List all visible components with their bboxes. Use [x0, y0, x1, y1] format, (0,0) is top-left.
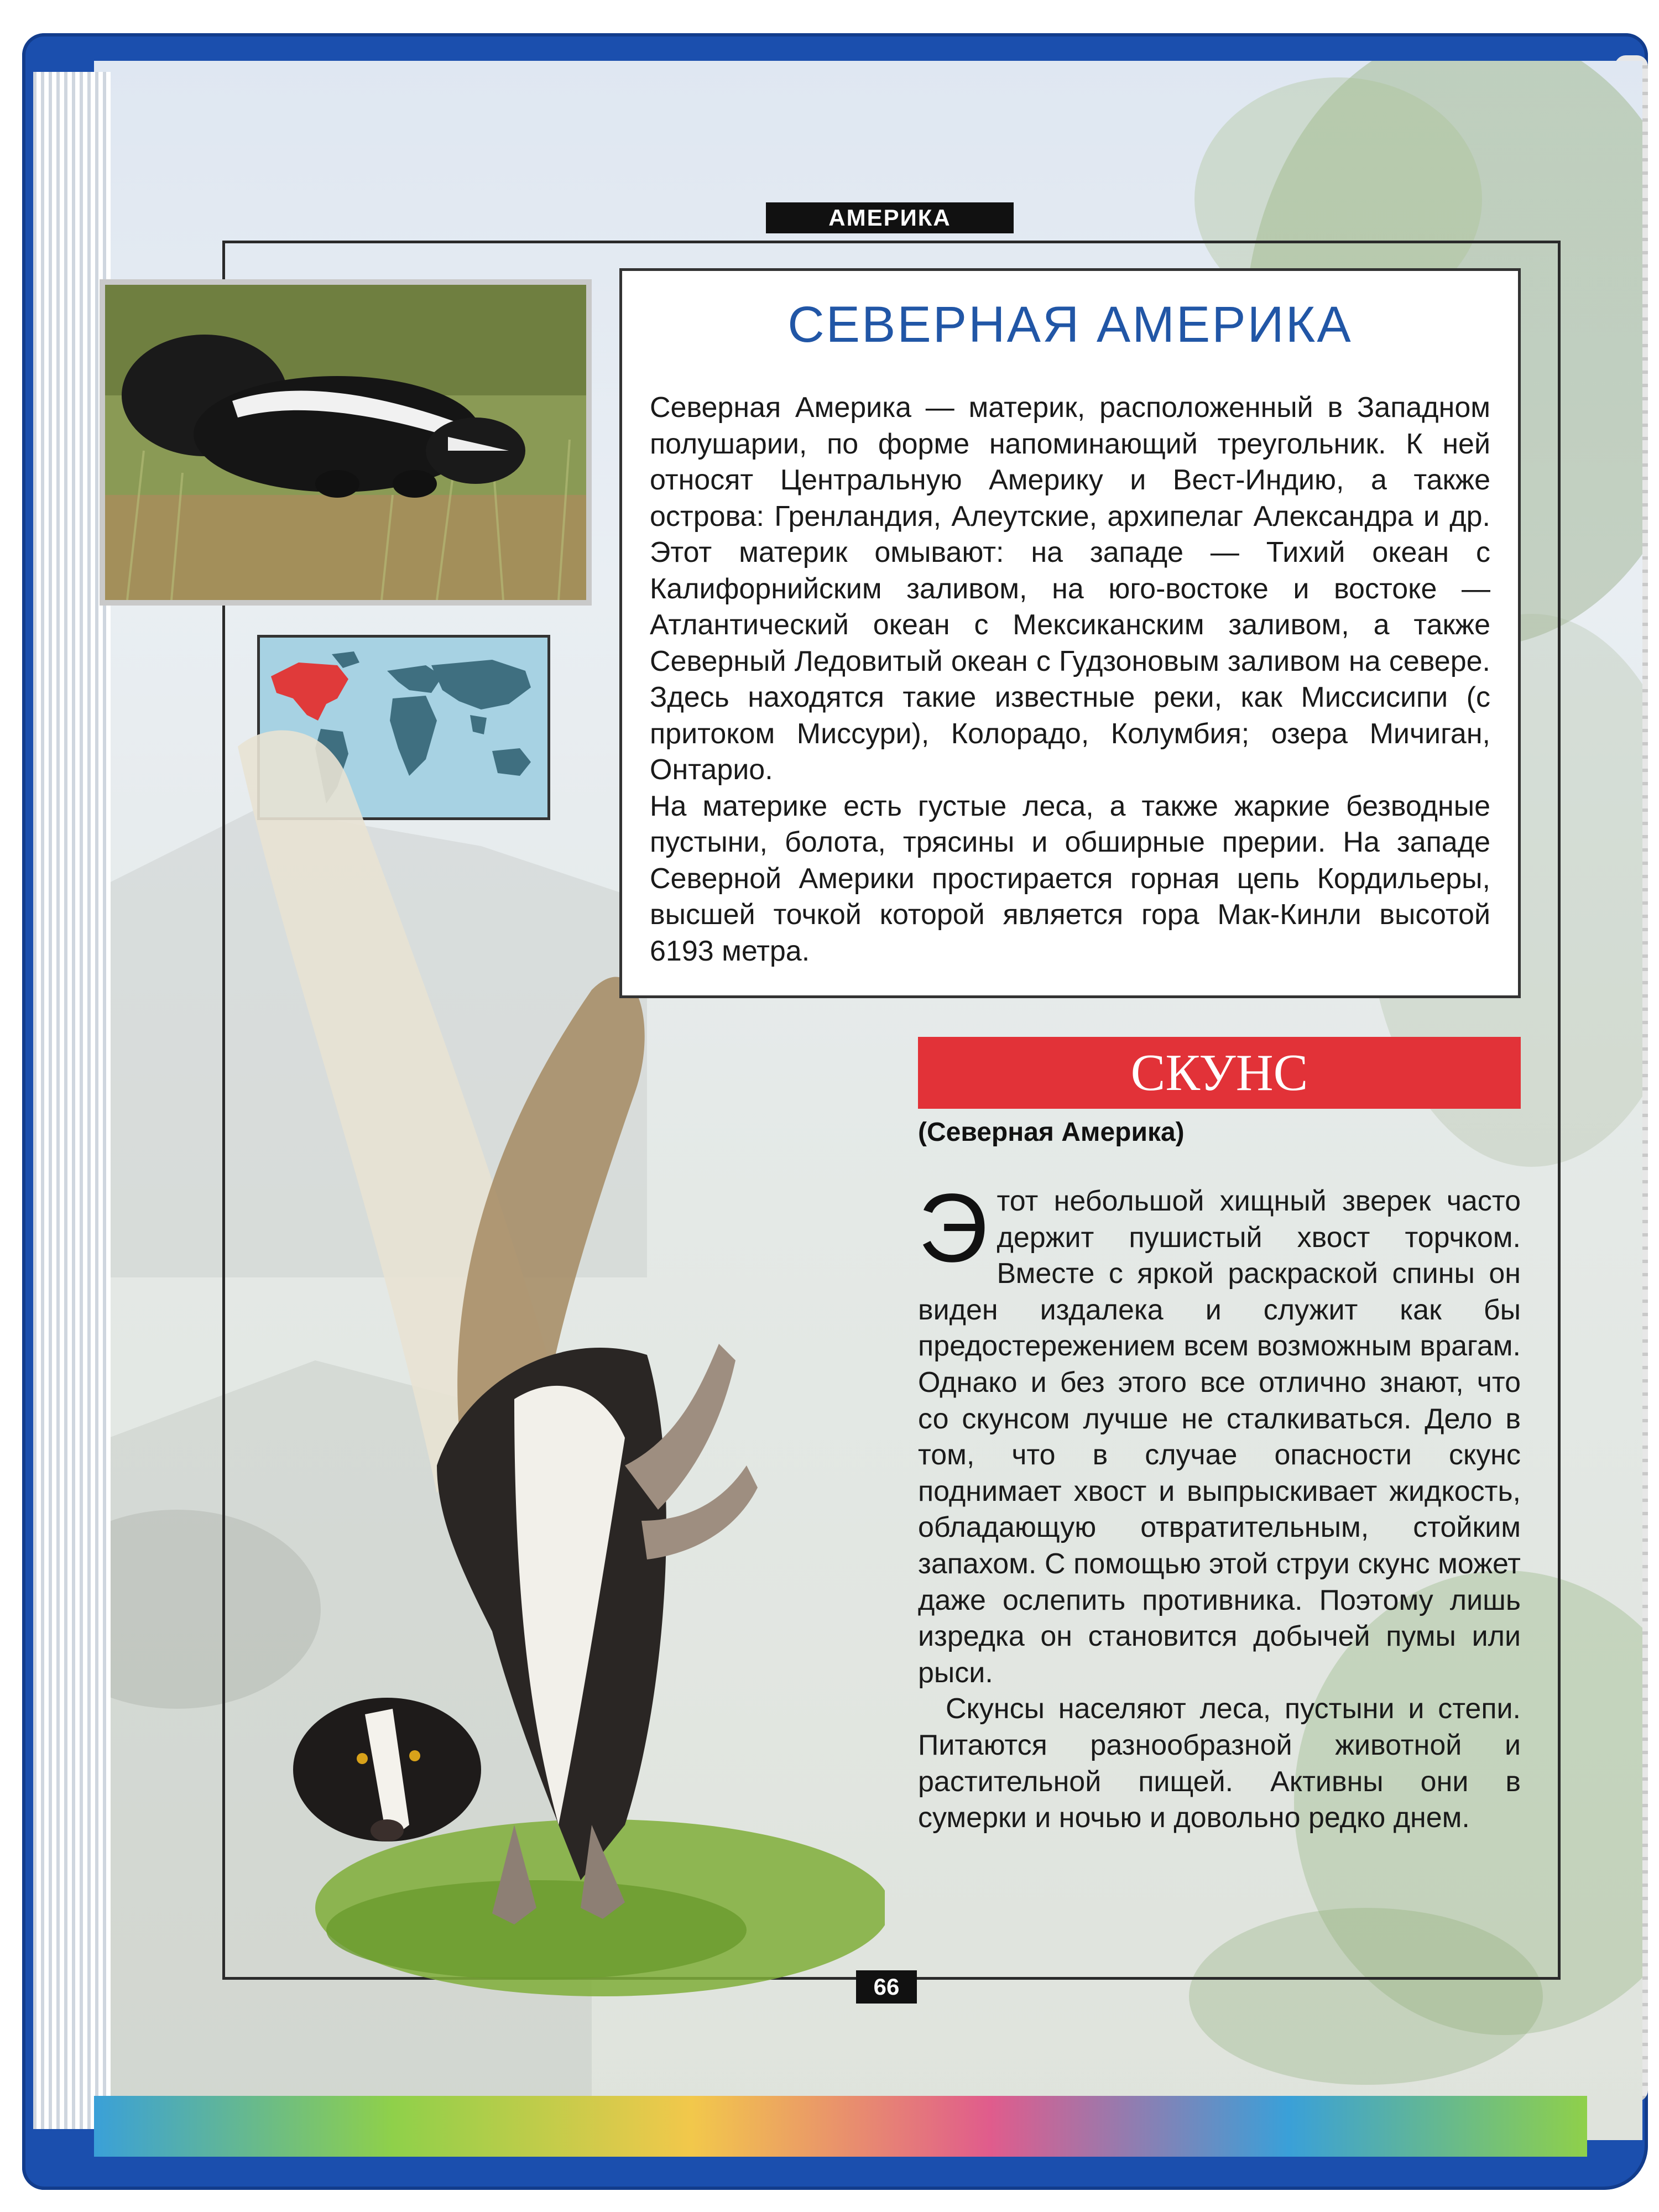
article-title: СЕВЕРНАЯ АМЕРИКА	[787, 296, 1353, 353]
page-stack-edge	[33, 72, 111, 2129]
page-number: 66	[856, 1970, 917, 2004]
article-body	[650, 390, 1490, 969]
skunk-subtitle: (Северная Америка)	[918, 1118, 1185, 1147]
skunk-paragraph-2: Скунсы населяют леса, пустыни и степи. Питаются разнообразной животной и растительной пищей. Активны они в сумерки и ночью и довольно редко днем.	[918, 1693, 1521, 1834]
article-paragraph-2: На материке есть густые леса, а также жаркие безводные пустыни, болота, трясины и обширные прерии. На западе Северной Америки простирается горная цепь Кордильеры, высшей точкой которой является гора Мак-Кинли высотой 6193 метра.	[650, 790, 1490, 967]
skunk-photo	[100, 279, 592, 606]
skunk-paragraph-1-text: тот небольшой хищный зверек часто держит пушистый хвост торчком. Вместе с яркой раскраской спины он виден издалека и служит как бы предостережением всем возможным врагам. Однако и без этого все отлично знают, что со скунсом лучше не сталкиваться. Дело в том, что в случае опасности скунс поднимает хвост и выпрыскивает жидкость, обладающую отвратительным, стойким запахом. С помощью этой струи скунс может даже ослепить противника. Поэтому лишь изредка он становится добычей пумы или рыси.	[918, 1185, 1521, 1689]
skunk-title-banner: СКУНС	[918, 1037, 1521, 1109]
article-paragraph-1: Северная Америка — материк, расположенный в Западном полушарии, по форме напоминающий треугольник. К ней относят Центральную Америку и Вест-Индию, а также острова: Гренландия, Алеутские, архипелаг Александра и др. Этот материк омывают: на западе — Тихий океан с Калифорнийским заливом, на юго-востоке и востоке — Атлантический океан с Мексиканским заливом, а также Северный Ледовитый океан с Гудзоновым заливом на севере. Здесь находятся такие известные реки, как Миссисипи (с притоком Миссури), Колорадо, Колумбия; озера Мичиган, Онтарио.	[650, 392, 1490, 786]
drop-cap: Э	[918, 1174, 988, 1282]
skunk-paragraph-1	[918, 1174, 1521, 1691]
skunk-body	[918, 1174, 1521, 1837]
bottom-decorative-strip	[94, 2096, 1587, 2157]
north-america-textbox	[619, 268, 1521, 998]
section-label: АМЕРИКА	[766, 202, 1014, 233]
